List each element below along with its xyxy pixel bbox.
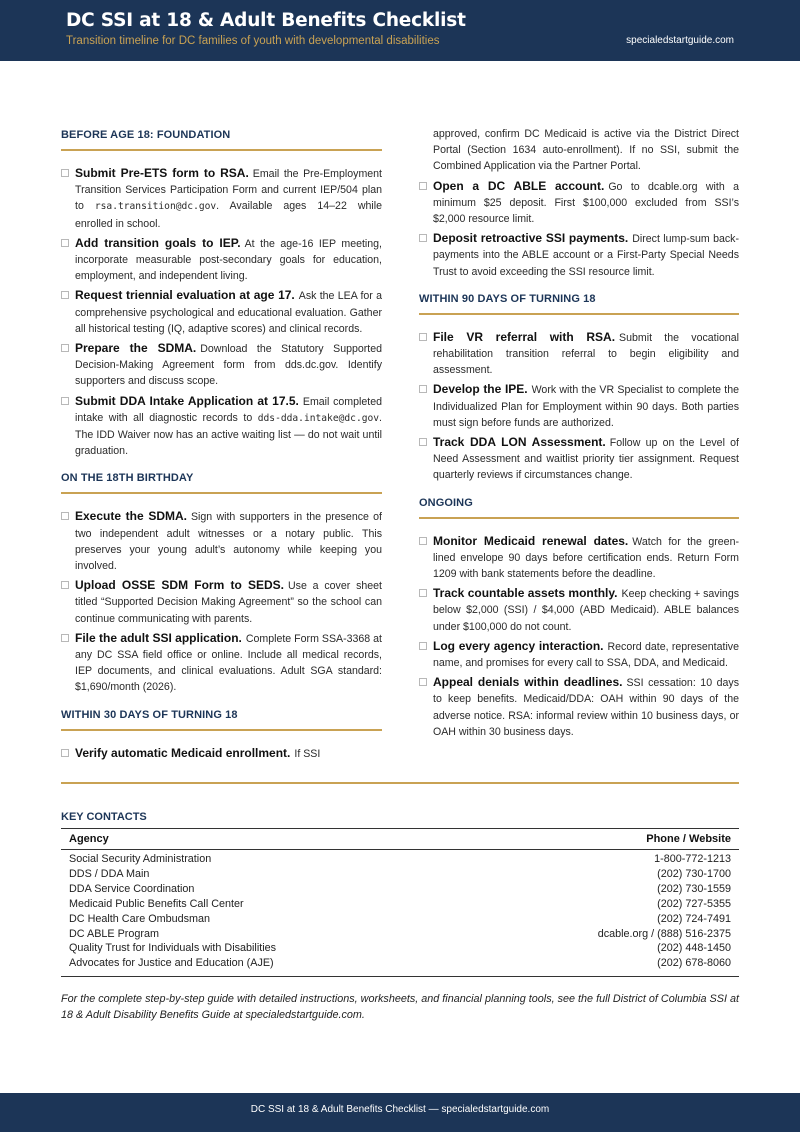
item-lead: Log every agency interaction. — [433, 638, 604, 653]
checkbox[interactable] — [419, 234, 427, 242]
agency-cell: Advocates for Justice and Education (AJE) — [69, 957, 274, 970]
page-subtitle: Transition timeline for DC families of youth with developmental disabilities — [66, 35, 440, 47]
item-lead: Deposit retroactive SSI payments. — [433, 231, 629, 246]
item-text: Use a cover sheet titled “Supported Decision Making Agreement” so the school can continue communicating with parents. — [75, 580, 382, 625]
header-site-link[interactable]: specialedstartguide.com — [626, 35, 734, 46]
page-title: DC SSI at 18 & Adult Benefits Checklist — [66, 10, 466, 31]
item-text: SSI cessation: 10 days to keep benefits. Medicaid/DDA: OAH within 90 days of the adverse notice. RSA: informal review within 10 business days, or OAH within 30 business days. — [433, 677, 739, 738]
checklist-item — [419, 329, 739, 379]
checklist-item — [61, 287, 382, 337]
checkbox[interactable] — [419, 537, 427, 545]
phone-cell: (202) 730-1700 — [657, 867, 731, 880]
section-heading-ongoing: ONGOING — [419, 494, 739, 519]
item-lead: File the adult SSI application. — [75, 630, 242, 645]
phone-cell: (202) 448-1450 — [657, 942, 731, 955]
item-email: rsa.transition@dc.gov — [94, 201, 217, 213]
checkbox[interactable] — [61, 512, 69, 520]
item-text: Email the Pre-Employment Transition Services Participation Form and current IEP/504 plan to — [75, 168, 382, 213]
item-text: Ask the LEA for a comprehensive psychological and educational evaluation. Gather all historical testing (IQ, adaptive scores) and clinical records. — [75, 290, 382, 335]
item-lead: Track countable assets monthly. — [433, 586, 618, 601]
item-text: Email completed intake with all diagnostic records to — [75, 395, 382, 424]
checklist-item — [419, 638, 739, 671]
item-lead: Open a DC ABLE account. — [433, 178, 605, 193]
table-row — [69, 882, 731, 897]
item-text: Complete Form SSA-3368 at any DC SSA field office or online. Include all medical records, IEP documents, and clinical evaluations. Adult SGA standard: $1,690/month (2026). — [75, 632, 382, 694]
section-heading-foundation: BEFORE AGE 18: FOUNDATION — [61, 126, 382, 151]
table-row — [69, 927, 731, 942]
section-heading-within-90: WITHIN 90 DAYS OF TURNING 18 — [419, 290, 739, 315]
item-text: Follow up on the Level of Need Assessment and waitlist priority tier assignment. Request quarterly reviews if circumstances change. — [433, 437, 739, 482]
item-text: Record date, representative name, and promises for every call to SSA, DDA, and Medicaid. — [433, 640, 739, 670]
checklist-item — [419, 434, 739, 484]
checklist-item — [61, 508, 382, 574]
checklist-item — [419, 178, 739, 228]
item-lead: Upload OSSE SDM Form to SEDS. — [75, 578, 285, 593]
item-lead: Appeal denials within deadlines. — [433, 675, 623, 690]
item-text: Watch for the green-lined envelope 90 days before certification ends. Return Form 1209 with bank statements before the deadline. — [433, 535, 739, 581]
table-body — [61, 850, 739, 976]
table-header — [61, 829, 739, 850]
page-header — [0, 0, 800, 61]
table-row — [69, 852, 731, 867]
checkbox[interactable] — [419, 438, 427, 446]
section-heading-within-30: WITHIN 30 DAYS OF TURNING 18 — [61, 706, 382, 731]
checklist-columns — [61, 126, 740, 760]
item-lead: Verify automatic Medicaid enrollment. — [75, 745, 291, 760]
closing-note: For the complete step-by-step guide with detailed instructions, worksheets, and financial planning tools, see the full District of Columbia SSI at 18 & Adult Disability Benefits Guide at specialedstartguide.com. — [61, 993, 739, 1021]
checkbox[interactable] — [61, 634, 69, 642]
checklist-item — [419, 230, 739, 280]
section-heading-birthday: ON THE 18TH BIRTHDAY — [61, 469, 382, 494]
checkbox[interactable] — [419, 589, 427, 597]
item-text: At the age-16 IEP meeting, incorporate measurable post-secondary goals for education, employment, and independent living. — [75, 237, 382, 283]
agency-cell: Social Security Administration — [69, 853, 212, 865]
left-column — [61, 126, 382, 765]
item-text: . Available ages 14–22 while enrolled in school. — [75, 200, 382, 230]
item-text: Work with the VR Specialist to complete the Individualized Plan for Employment within 90 days. Both parties must sign before funds are authorized. — [433, 384, 739, 429]
checklist-item — [61, 340, 382, 390]
item-text: Sign with supporters in the presence of two independent adult witnesses or a notary public. This preserves your young adult’s autonomy while keeping you involved. — [75, 511, 382, 573]
table-row — [69, 897, 731, 912]
checklist-item — [61, 235, 382, 285]
item-text: Submit the vocational rehabilitation transition referral to begin eligibility and assessment. — [433, 331, 740, 377]
item-text: Direct lump-sum back-payments into the ABLE account or a First-Party Special Needs Trust to avoid exceeding the SSI resource limit. — [433, 233, 739, 278]
right-column — [419, 126, 739, 743]
agency-cell: DDA Service Coordination — [69, 882, 195, 895]
checklist-item — [419, 674, 739, 740]
checkbox[interactable] — [61, 749, 69, 757]
checkbox[interactable] — [61, 291, 69, 299]
checkbox[interactable] — [419, 678, 427, 686]
item-lead: Develop the IPE. — [433, 382, 528, 397]
phone-cell: (202) 727-5355 — [657, 897, 731, 910]
checkbox[interactable] — [61, 169, 69, 177]
checkbox[interactable] — [61, 581, 69, 589]
checklist-item — [61, 393, 382, 460]
column-header-agency: Agency — [69, 833, 109, 845]
agency-cell: Medicaid Public Benefits Call Center — [69, 897, 244, 910]
checklist-item — [419, 533, 739, 583]
table-row — [69, 867, 731, 882]
item-lead: Execute the SDMA. — [75, 509, 187, 524]
item-lead: Submit DDA Intake Application at 17.5. — [75, 393, 299, 408]
page-footer: DC SSI at 18 & Adult Benefits Checklist — specialedstartguide.com — [0, 1093, 800, 1132]
phone-cell: (202) 730-1559 — [657, 882, 731, 895]
checkbox[interactable] — [61, 344, 69, 352]
item-lead: Track DDA LON Assessment. — [433, 435, 606, 450]
checklist-item — [419, 585, 739, 635]
column-header-phone: Phone / Website — [646, 833, 731, 845]
item-lead: Add transition goals to IEP. — [75, 235, 241, 250]
item-text: If SSI — [294, 747, 321, 760]
checklist-item — [61, 745, 382, 762]
checkbox[interactable] — [61, 397, 69, 405]
item-lead: Monitor Medicaid renewal dates. — [433, 533, 629, 548]
contacts-table — [61, 828, 739, 977]
table-row — [69, 912, 731, 927]
item-lead: Request triennial evaluation at age 17. — [75, 288, 295, 303]
agency-cell: DDS / DDA Main — [69, 867, 150, 880]
agency-cell: DC ABLE Program — [69, 927, 160, 940]
item-text: Download the Statutory Supported Decision-Making Agreement form from dds.dc.gov. Identify supporters and discuss scope. — [75, 343, 383, 388]
phone-cell: (202) 724-7491 — [657, 912, 731, 925]
item-text: . The IDD Waiver now has an active waiting list — do not wait until graduation. — [75, 411, 382, 458]
table-row — [69, 941, 731, 956]
item-email: dds-dda.intake@dc.gov — [257, 412, 380, 424]
item-text: Keep checking + savings below $2,000 (SSI) / $4,000 (ABD Medicaid). ABLE balances under $100,000 do not count. — [433, 588, 740, 633]
section-divider — [61, 782, 739, 784]
checkbox[interactable] — [61, 239, 69, 247]
checklist-item — [61, 630, 382, 696]
item-text: approved, confirm DC Medicaid is active via the District Direct Portal (Section 1634 auto-enrollment). If no SSI, submit the Combined Application via the Partner Portal. — [433, 128, 739, 173]
table-row — [69, 956, 731, 971]
contacts-heading: KEY CONTACTS — [61, 811, 147, 823]
phone-cell: dcable.org / (888) 516-2375 — [597, 927, 731, 940]
item-lead: File VR referral with RSA. — [433, 329, 616, 344]
checklist-item — [61, 165, 382, 232]
phone-cell: 1-800-772-1213 — [654, 853, 731, 865]
agency-cell: Quality Trust for Individuals with Disabilities — [69, 942, 277, 955]
checklist-item — [419, 381, 739, 431]
checkbox[interactable] — [419, 642, 427, 650]
item-text: Go to dcable.org with a minimum $25 deposit. First $100,000 excluded from SSI’s $2,000 resource limit. — [433, 180, 739, 226]
checkbox[interactable] — [419, 182, 427, 190]
checklist-item — [61, 577, 382, 627]
checklist-item-continued — [419, 126, 739, 175]
phone-cell: (202) 678-8060 — [657, 957, 731, 970]
checkbox[interactable] — [419, 333, 427, 341]
item-lead: Prepare the SDMA. — [75, 341, 197, 356]
checkbox[interactable] — [419, 385, 427, 393]
agency-cell: DC Health Care Ombudsman — [69, 912, 211, 925]
item-lead: Submit Pre-ETS form to RSA. — [75, 166, 249, 180]
